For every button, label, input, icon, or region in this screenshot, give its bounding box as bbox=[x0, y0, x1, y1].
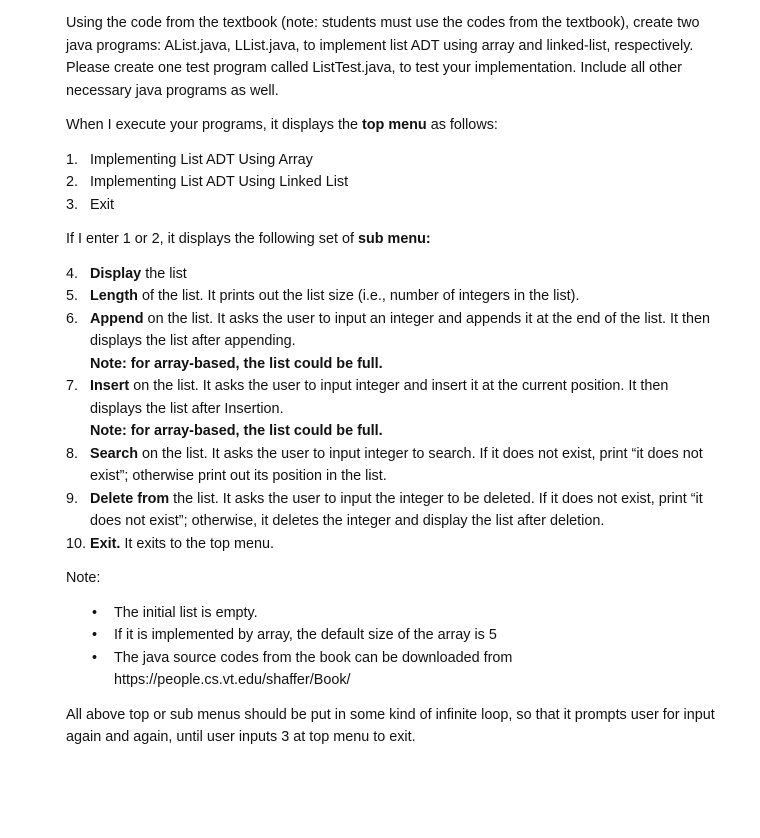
sub-menu-item bbox=[66, 488, 720, 533]
sub-menu-intro-bold: sub menu: bbox=[357, 231, 431, 247]
item-note: Note: for array-based, the list could be full. bbox=[90, 423, 383, 439]
sub-menu-item bbox=[66, 375, 720, 443]
bullet-icon: • bbox=[92, 627, 98, 643]
bullet-icon: • bbox=[92, 604, 98, 621]
note-item bbox=[90, 602, 720, 625]
note-text: The java source codes from the book can be downloaded from https://people.cs.vt.edu/shaffer/Book/ bbox=[114, 649, 513, 688]
sub-menu-item bbox=[66, 443, 720, 488]
item-keyword: Search bbox=[90, 445, 138, 462]
item-keyword: Display bbox=[90, 265, 142, 282]
item-keyword: Insert bbox=[90, 378, 130, 394]
note-text: If it is implemented by array, the default size of the array is 5 bbox=[114, 627, 497, 643]
item-keyword: Delete from bbox=[90, 490, 170, 507]
item-note: Note: for array-based, the list could be full. bbox=[90, 355, 383, 372]
item-text: Implementing List ADT Using Array bbox=[90, 151, 313, 168]
item-number: 9. bbox=[66, 490, 79, 507]
bullet-icon: • bbox=[92, 649, 98, 666]
note-item bbox=[90, 624, 720, 647]
item-number: 3. bbox=[66, 196, 79, 213]
top-menu-item bbox=[66, 171, 720, 194]
item-text: It exits to the top menu. bbox=[120, 535, 274, 552]
top-menu-list bbox=[66, 149, 720, 217]
item-number: 10. bbox=[66, 535, 87, 552]
sub-menu-item bbox=[66, 263, 720, 286]
top-menu-intro-bold: top menu bbox=[361, 117, 427, 133]
item-keyword: Exit. bbox=[90, 535, 121, 552]
item-text: Exit bbox=[90, 196, 114, 213]
item-text: Implementing List ADT Using Linked List bbox=[90, 174, 349, 190]
item-number: 5. bbox=[66, 288, 79, 304]
item-keyword: Append bbox=[90, 310, 144, 327]
item-text: the list. It asks the user to input the integer to be deleted. If it does not exist, print “it does not exist”; otherwise, it deletes the integer and display the list after deletion. bbox=[90, 490, 703, 529]
item-number: 8. bbox=[66, 445, 79, 462]
item-number: 1. bbox=[66, 151, 79, 168]
sub-menu-item bbox=[66, 308, 720, 376]
note-item bbox=[90, 647, 720, 692]
note-label: Note: bbox=[66, 570, 101, 586]
top-menu-intro bbox=[66, 114, 720, 137]
closing-paragraph: All above top or sub menus should be put in some kind of infinite loop, so that it prompts user for input again and again, until user inputs 3 at top menu to exit. bbox=[66, 706, 715, 745]
sub-menu-intro-text: If I enter 1 or 2, it displays the following set of bbox=[66, 231, 358, 247]
notes-list bbox=[90, 602, 720, 692]
sub-menu-intro bbox=[66, 228, 720, 251]
item-number: 2. bbox=[66, 174, 79, 190]
item-text: of the list. It prints out the list size (i.e., number of integers in the list). bbox=[137, 288, 580, 304]
top-menu-intro-after: as follows: bbox=[426, 117, 498, 133]
sub-menu-item bbox=[66, 533, 720, 556]
top-menu-item bbox=[66, 149, 720, 172]
item-text: on the list. It asks the user to input integer to search. If it does not exist, print “it does not exist”; otherwise print out its position in the list. bbox=[90, 445, 703, 484]
sub-menu-item bbox=[66, 285, 720, 308]
item-text: on the list. It asks the user to input an integer and appends it at the end of the list. It then displays the list after appending. bbox=[90, 310, 710, 349]
item-keyword: Length bbox=[90, 288, 138, 304]
item-number: 4. bbox=[66, 265, 79, 282]
item-text: on the list. It asks the user to input integer and insert it at the current position. It then displays the list after Insertion. bbox=[90, 378, 669, 417]
intro-paragraph: Using the code from the textbook (note: students must use the codes from the textbook), create two java programs: AList.java, LList.java, to implement list ADT using array and linked-list, respectively. Please create one test program called ListTest.java, to test your implementation. Include all other necessary java programs as well. bbox=[66, 15, 700, 99]
sub-menu-list bbox=[66, 263, 720, 556]
item-number: 6. bbox=[66, 310, 79, 327]
note-text: The initial list is empty. bbox=[114, 604, 258, 621]
top-menu-intro-text: When I execute your programs, it displays the bbox=[66, 117, 362, 133]
top-menu-item bbox=[66, 194, 720, 217]
item-number: 7. bbox=[66, 378, 79, 394]
item-text: the list bbox=[141, 265, 187, 282]
